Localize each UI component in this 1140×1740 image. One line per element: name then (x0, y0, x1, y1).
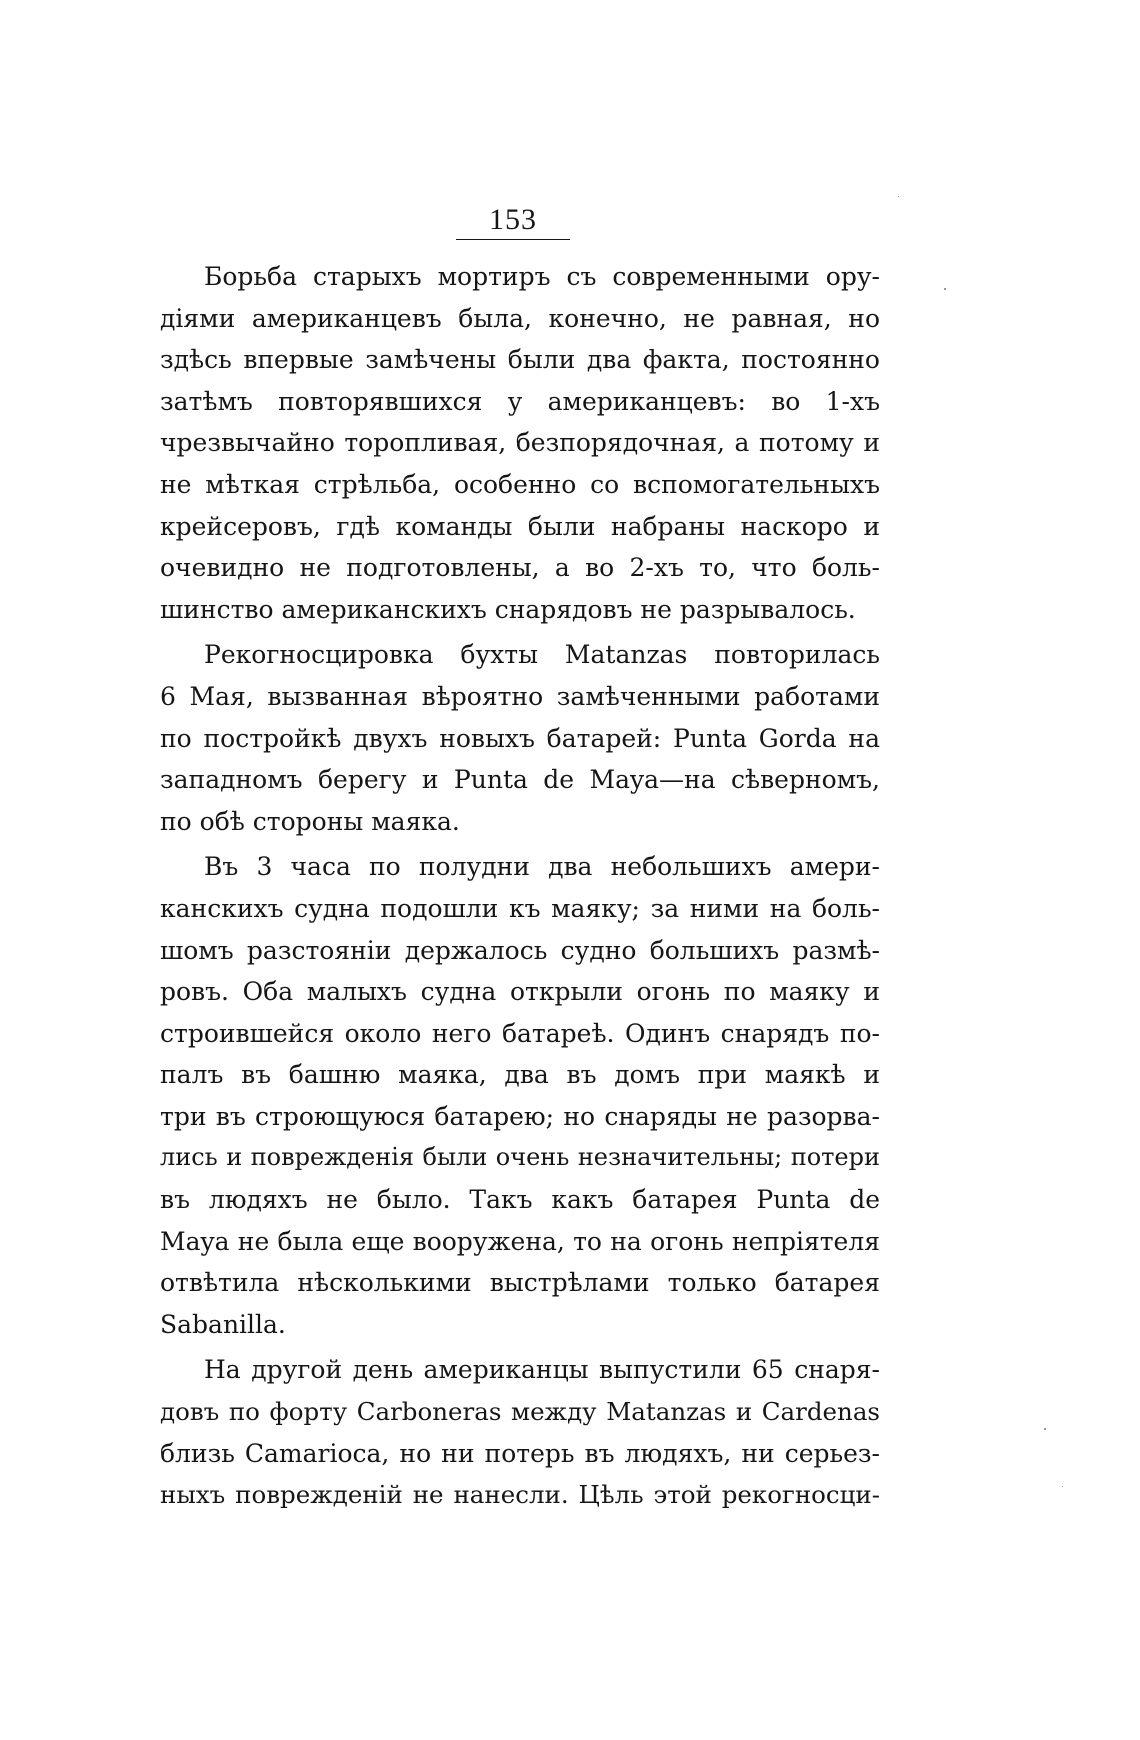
text-line: ныхъ поврежденiй не нанесли. Цѣль этой рекогносци- (160, 1480, 880, 1510)
text-line: строившейся около него батареѣ. Одинъ снарядъ по- (160, 1018, 880, 1048)
body-text (160, 256, 880, 1516)
text-line: Въ 3 часа по полудни два небольшихъ амери- (204, 852, 880, 882)
text-line: здѣсь впервые замѣчены были два факта, постоянно (160, 345, 880, 375)
text-line: палъ въ башню маяка, два въ домъ при маякѣ и (160, 1060, 880, 1090)
text-line: по постройкѣ двухъ новыхъ батарей: Punta Gorda на (160, 723, 880, 753)
text-line: отвѣтила нѣсколькими выстрѣлами только батарея (160, 1268, 880, 1298)
text-line: ровъ. Оба малыхъ судна открыли огонь по маяку и (160, 977, 880, 1007)
text-line: 6 Мая, вызванная вѣроятно замѣченными работами (160, 681, 880, 711)
text-line: Sabanilla. (160, 1309, 286, 1339)
text-line: чрезвычайно торопливая, безпорядочная, а потому и (160, 428, 880, 458)
page-number: 153 (489, 203, 537, 236)
scan-speck (1062, 1486, 1063, 1487)
text-line: дiями американцевъ была, конечно, не равная, но (160, 303, 880, 333)
text-line: шинство американскихъ снарядовъ не разрывалось. (160, 594, 856, 624)
text-line: крейсеровъ, гдѣ команды были набраны наскоро и (160, 511, 880, 541)
text-line: довъ по форту Carboneras между Matanzas и Cardenas (160, 1397, 880, 1427)
text-line: въ людяхъ не было. Такъ какъ батарея Punta de (160, 1185, 880, 1215)
paragraph-1 (160, 256, 880, 630)
page-number-rule (456, 239, 570, 240)
text-line: не мѣткая стрѣльба, особенно со вспомогательныхъ (160, 469, 880, 499)
text-line: Рекогносцировка бухты Matanzas повторилась (204, 640, 880, 670)
text-line: лись и поврежденiя были очень незначительны; потери (160, 1143, 880, 1172)
text-line: шомъ разстоянiи держалось судно большихъ размѣ- (160, 935, 880, 965)
text-line: затѣмъ повторявшихся у американцевъ: во 1-хъ (160, 386, 880, 416)
scan-speck (1044, 1428, 1046, 1430)
text-line: Maya не была еще вооружена, то на огонь непрiятеля (160, 1226, 880, 1256)
text-line: очевидно не подготовлены, а во 2-хъ то, что боль- (160, 553, 880, 583)
text-line: западномъ берегу и Punta de Maya—на сѣверномъ, (160, 765, 880, 795)
text-line: Борьба старыхъ мортиръ съ современными ору- (204, 262, 880, 291)
paragraph-2 (160, 634, 880, 842)
paragraph-4 (160, 1349, 880, 1515)
text-line: На другой день американцы выпустили 65 снаря- (204, 1355, 880, 1385)
text-line: близь Camarioca, но ни потерь въ людяхъ, ни серьез- (160, 1438, 880, 1468)
scan-speck (898, 196, 899, 197)
text-line: по обѣ стороны маяка. (160, 806, 460, 836)
text-line: три въ строющуюся батарею; но снаряды не разорва- (160, 1101, 880, 1131)
paragraph-3 (160, 846, 880, 1345)
scan-speck (944, 288, 946, 290)
text-line: канскихъ судна подошли къ маяку; за ними на боль- (160, 893, 880, 923)
